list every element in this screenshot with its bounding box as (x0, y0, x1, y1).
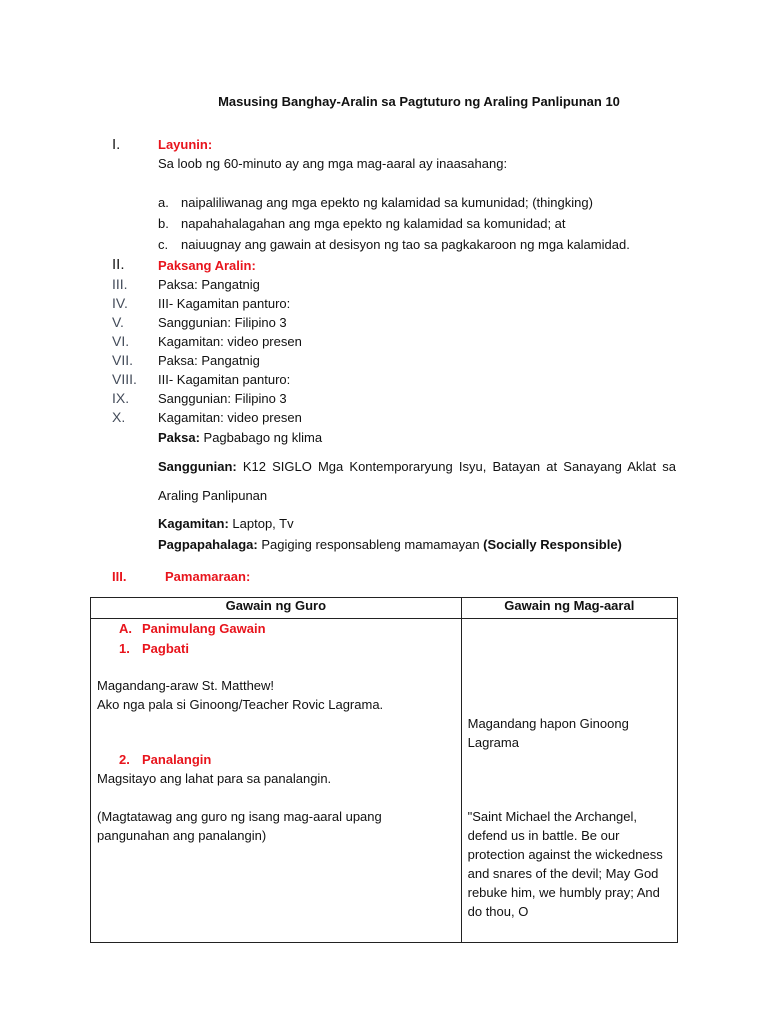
outline-text: III- Kagamitan panturo: (158, 296, 291, 311)
outline-numeral: X. (112, 409, 126, 425)
sanggunian-line (158, 459, 676, 474)
paksa-line (158, 430, 322, 446)
outline-text: III- Kagamitan panturo: (158, 372, 291, 387)
paksa-value: Pagbabago ng klima (199, 430, 323, 445)
objective-c-letter: c. (158, 237, 169, 252)
student-cell (461, 619, 677, 943)
teacher-note-line-1: (Magtatawag ang guro ng isang mag-aaral upang (97, 809, 382, 824)
kagamitan-value: Laptop, Tv (228, 516, 294, 531)
outline-numeral: VIII. (112, 371, 137, 387)
pagpapahalaga-line (158, 537, 622, 553)
outline-text: Kagamitan: video presen (158, 410, 302, 425)
pagpapahalaga-label: Pagpapahalaga: (158, 537, 258, 552)
objective-a-text: naipaliliwanag ang mga epekto ng kalamidad sa kumunidad; (thingking) (181, 195, 593, 210)
outline-text: Paksa: Pangatnig (158, 277, 260, 292)
document-title: Masusing Banghay-Aralin sa Pagtuturo ng Araling Panlipunan 10 (218, 94, 620, 109)
outline-text: Sanggunian: Filipino 3 (158, 391, 287, 406)
section-3-numeral: III. (112, 569, 127, 584)
outline-text: Kagamitan: video presen (158, 334, 302, 349)
item-1-num: 1. (119, 641, 130, 656)
student-prayer: "Saint Michael the Archangel, defend us in battle. Be our protection against the wickedness and snares of the devil; May God rebuke him, we humbly pray; And do thou, O (467, 809, 663, 919)
greeting-line-1: Magandang-araw St. Matthew! (97, 678, 275, 693)
item-1-title: Pagbati (142, 641, 189, 656)
table-row (91, 619, 678, 943)
section-3-heading: Pamamaraan: (165, 569, 251, 584)
header-student: Gawain ng Mag-aaral (461, 598, 677, 619)
sanggunian-line-2: Araling Panlipunan (158, 488, 268, 503)
procedure-table (90, 597, 678, 943)
greeting-line-2: Ako nga pala si Ginoong/Teacher Rovic Lagrama. (97, 697, 384, 712)
prayer-instruction: Magsitayo ang lahat para sa panalangin. (97, 771, 332, 786)
outline-numeral: IV. (112, 295, 128, 311)
student-reply: Magandang hapon Ginoong Lagrama (467, 716, 629, 750)
section-1-numeral: I. (112, 136, 121, 153)
header-teacher: Gawain ng Guro (91, 598, 462, 619)
item-2-num: 2. (119, 752, 130, 767)
kagamitan-label: Kagamitan: (158, 516, 229, 531)
pagpapahalaga-value: Pagiging responsableng mamamayan (257, 537, 484, 552)
section-a-title: Panimulang Gawain (142, 621, 266, 636)
paksa-label: Paksa: (158, 430, 200, 445)
objective-b-letter: b. (158, 216, 169, 231)
section-2-heading: Paksang Aralin: (158, 258, 256, 273)
teacher-note-line-2: pangunahan ang panalangin) (97, 828, 267, 843)
outline-numeral: VI. (112, 333, 130, 349)
section-a-letter: A. (119, 621, 132, 636)
objective-c-text: naiuugnay ang gawain at desisyon ng tao sa pagkakaroon ng mga kalamidad. (181, 237, 630, 252)
outline-numeral: V. (112, 314, 124, 330)
outline-numeral: IX. (112, 390, 130, 406)
outline-numeral: VII. (112, 352, 134, 368)
pagpapahalaga-tag: (Socially Responsible) (483, 537, 622, 552)
sanggunian-value: K12 SIGLO Mga Kontemporaryung Isyu, Batayan at Sanayang Aklat sa (236, 459, 676, 474)
item-2-title: Panalangin (142, 752, 212, 767)
outline-numeral: III. (112, 276, 128, 292)
teacher-cell (91, 619, 462, 943)
outline-text: Sanggunian: Filipino 3 (158, 315, 287, 330)
objective-b-text: napahahalagahan ang mga epekto ng kalamidad sa komunidad; at (181, 216, 566, 231)
outline-text: Paksa: Pangatnig (158, 353, 260, 368)
section-1-intro: Sa loob ng 60-minuto ay ang mga mag-aaral ay inaasahang: (158, 156, 508, 171)
objective-a-letter: a. (158, 195, 169, 210)
section-1-heading: Layunin: (158, 137, 213, 152)
kagamitan-line (158, 516, 294, 532)
table-header-row (91, 598, 678, 619)
section-2-numeral: II. (112, 256, 125, 273)
sanggunian-label: Sanggunian: (158, 459, 237, 474)
